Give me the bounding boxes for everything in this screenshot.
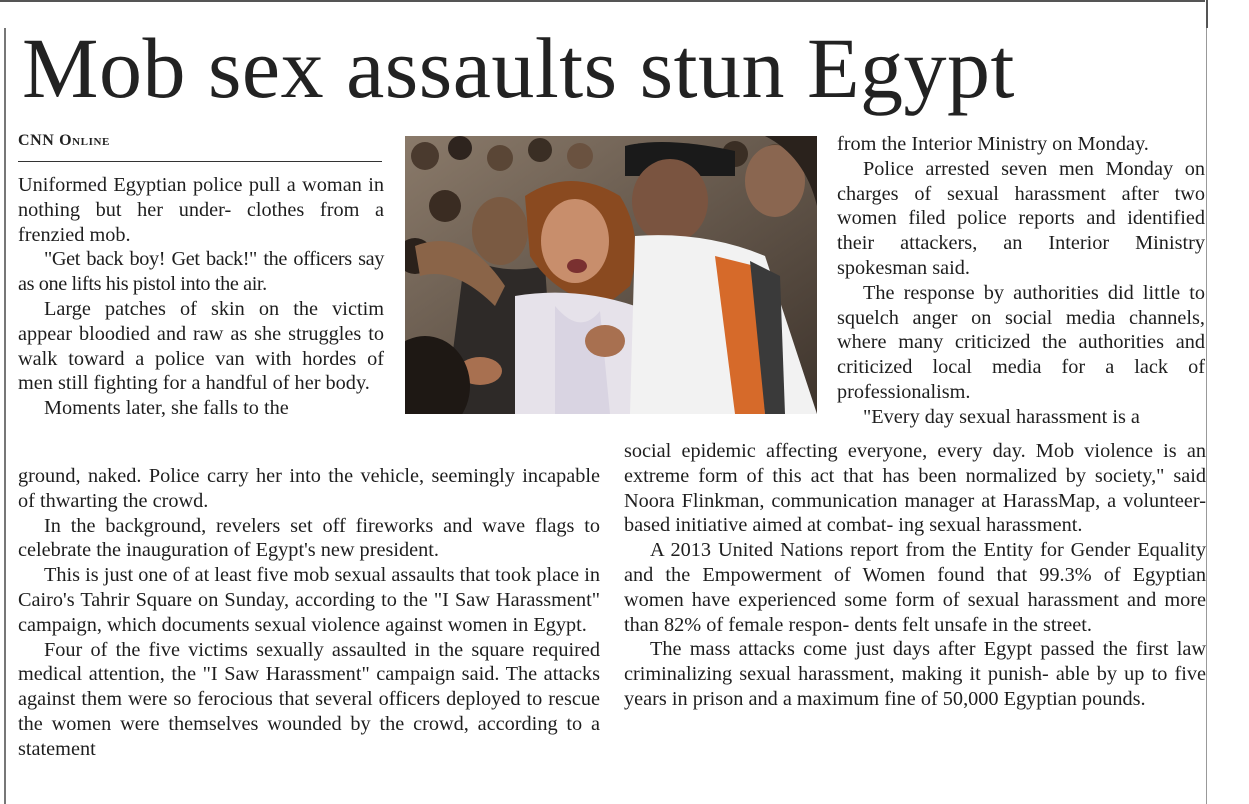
- paragraph: A 2013 United Nations report from the Entity for Gender Equality and the Empowerment of Women found that 99.3% of Egyptian women have experienced some form of sexual harassment and more than 82% of female respon- dents felt unsafe in the street.: [624, 539, 1206, 636]
- paragraph: from the Interior Ministry on Monday.: [837, 133, 1149, 155]
- paragraph: The mass attacks come just days after Egypt passed the first law criminalizing sexual harassment, making it punish- able by up to five years in prison and a maximum fine of 50,000 Egyptian pounds.: [624, 638, 1206, 710]
- paragraph: "Get back boy! Get back!" the officers say as one lifts his pistol into the air.: [18, 248, 384, 296]
- crowd-photo-icon: [405, 136, 817, 414]
- right-rule: [1206, 0, 1208, 28]
- headline: Mob sex assaults stun Egypt: [22, 20, 1015, 116]
- right-rule-lower: [1206, 28, 1207, 804]
- paragraph: This is just one of at least five mob sexual assaults that took place in Cairo's Tahrir Square on Sunday, according to the "I Saw Harassment" campaign, which documents sexual violence against women in Egypt.: [18, 564, 600, 636]
- crowd-photo: [405, 136, 817, 414]
- left-column-top: [18, 173, 384, 421]
- paragraph: Moments later, she falls to the: [44, 397, 289, 420]
- paragraph: social epidemic affecting everyone, every day. Mob violence is an extreme form of this act that has been normalized by society," said Noora Flinkman, communication manager at HarassMap, a volunteer-based initiative aimed at combat- ing sexual harassment.: [624, 440, 1206, 537]
- right-column-bottom: [624, 439, 1206, 712]
- paragraph: Large patches of skin on the victim appear bloodied and raw as she struggles to walk toward a police van with hordes of men still fighting for a handful of her body.: [18, 297, 384, 395]
- paragraph: "Every day sexual harassment is a: [863, 405, 1140, 428]
- paragraph: Police arrested seven men Monday on charges of sexual harassment after two women filed police reports and identified their attackers, an Interior Ministry spokesman said.: [837, 157, 1205, 279]
- paragraph: In the background, revelers set off fireworks and wave flags to celebrate the inauguration of Egypt's new president.: [18, 514, 600, 562]
- source-rule: [18, 161, 382, 162]
- right-column-top: [837, 132, 1205, 430]
- source-credit: CNN Online: [18, 132, 110, 149]
- left-column-bottom: [18, 464, 600, 762]
- paragraph: Four of the five victims sexually assaulted in the square required medical attention, the "I Saw Harassment" campaign said. The attacks against them were so ferocious that several officers deployed to rescue the women were themselves wounded by the crowd, according to a statement: [18, 638, 600, 760]
- left-rule: [4, 28, 6, 804]
- paragraph: The response by authorities did little to squelch anger on social media channels, where many criticized the authorities and criticized local media for a lack of professionalism.: [837, 281, 1205, 403]
- paragraph: Uniformed Egyptian police pull a woman in nothing but her under- clothes from a frenzied mob.: [18, 174, 384, 246]
- paragraph: ground, naked. Police carry her into the vehicle, seemingly incapable of thwarting the crowd.: [18, 465, 600, 512]
- top-rule: [0, 0, 1205, 2]
